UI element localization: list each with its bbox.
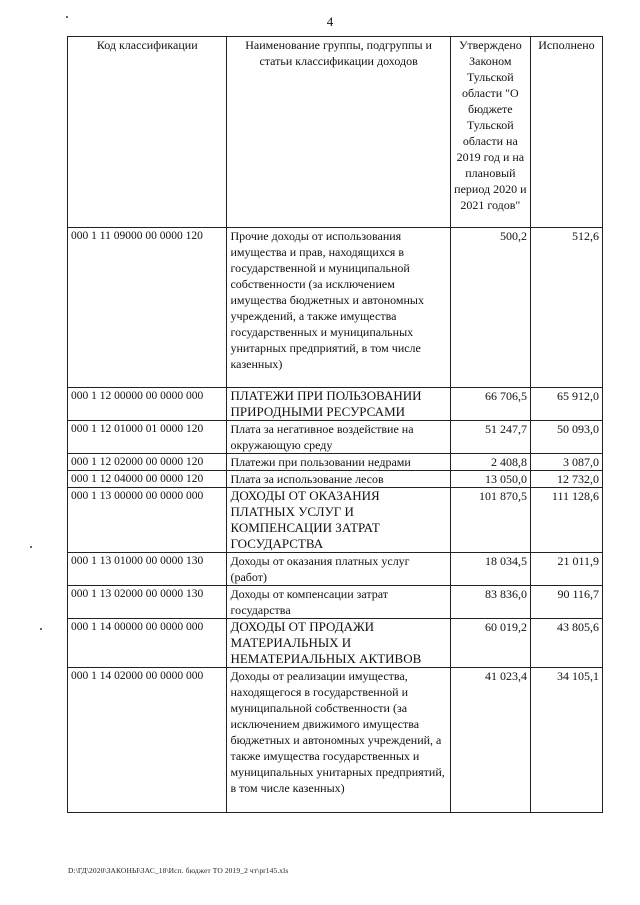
row-code: 000 1 12 00000 00 0000 000: [68, 388, 227, 421]
row-executed: 111 128,6: [530, 488, 602, 553]
row-code: 000 1 12 01000 01 0000 120: [68, 421, 227, 454]
row-executed: 21 011,9: [530, 553, 602, 586]
header-name: Наименование группы, подгруппы и статьи классификации доходов: [227, 37, 450, 228]
row-code: 000 1 13 01000 00 0000 130: [68, 553, 227, 586]
row-name: ДОХОДЫ ОТ ПРОДАЖИ МАТЕРИАЛЬНЫХ И НЕМАТЕРИАЛЬНЫХ АКТИВОВ: [227, 619, 450, 668]
row-code: 000 1 14 00000 00 0000 000: [68, 619, 227, 668]
row-name: ДОХОДЫ ОТ ОКАЗАНИЯ ПЛАТНЫХ УСЛУГ И КОМПЕНСАЦИИ ЗАТРАТ ГОСУДАРСТВА: [227, 488, 450, 553]
table-row: [68, 471, 603, 488]
row-approved: 83 836,0: [450, 586, 530, 619]
row-name: Плата за негативное воздействие на окружающую среду: [227, 421, 450, 454]
row-name: Доходы от компенсации затрат государства: [227, 586, 450, 619]
table-row: [68, 228, 603, 388]
header-executed: Исполнено: [530, 37, 602, 228]
row-approved: 51 247,7: [450, 421, 530, 454]
row-code: 000 1 14 02000 00 0000 000: [68, 668, 227, 813]
row-approved: 66 706,5: [450, 388, 530, 421]
row-executed: 90 116,7: [530, 586, 602, 619]
row-executed: 65 912,0: [530, 388, 602, 421]
scan-speck: [40, 628, 42, 630]
row-name: ПЛАТЕЖИ ПРИ ПОЛЬЗОВАНИИ ПРИРОДНЫМИ РЕСУРСАМИ: [227, 388, 450, 421]
row-approved: 41 023,4: [450, 668, 530, 813]
row-executed: 3 087,0: [530, 454, 602, 471]
row-name: Платежи при пользовании недрами: [227, 454, 450, 471]
table-row: [68, 619, 603, 668]
table-row: [68, 454, 603, 471]
row-executed: 43 805,6: [530, 619, 602, 668]
row-approved: 2 408,8: [450, 454, 530, 471]
scan-speck: [30, 546, 32, 548]
table-row: [68, 586, 603, 619]
row-executed: 12 732,0: [530, 471, 602, 488]
table-row: [68, 488, 603, 553]
table-row: [68, 553, 603, 586]
row-executed: 34 105,1: [530, 668, 602, 813]
row-name: Прочие доходы от использования имущества и прав, находящихся в государственной и муниципальной собственности (за исключением имущества бюджетных и автономных учреждений, а также имущества государственных и муниципальных унитарных предприятий, в том числе казенных): [227, 228, 450, 388]
row-code: 000 1 11 09000 00 0000 120: [68, 228, 227, 388]
row-approved: 13 050,0: [450, 471, 530, 488]
row-code: 000 1 13 00000 00 0000 000: [68, 488, 227, 553]
row-code: 000 1 13 02000 00 0000 130: [68, 586, 227, 619]
table-row: [68, 668, 603, 813]
table-row: [68, 421, 603, 454]
row-executed: 512,6: [530, 228, 602, 388]
row-name: Доходы от реализации имущества, находящегося в государственной и муниципальной собственности (за исключением движимого имущества бюджетных и автономных учреждений, а также имущества государственных и муниципальных унитарных предприятий, в том числе казенных): [227, 668, 450, 813]
row-approved: 101 870,5: [450, 488, 530, 553]
table-header-row: [68, 37, 603, 228]
row-approved: 18 034,5: [450, 553, 530, 586]
row-code: 000 1 12 04000 00 0000 120: [68, 471, 227, 488]
row-code: 000 1 12 02000 00 0000 120: [68, 454, 227, 471]
file-path-footer: D:\ГД\2020\ЗАКОНЫ\ЗАС_18\Исп. бюджет ТО 2019_2 чт\pr145.xls: [68, 866, 289, 875]
header-code: Код классификации: [68, 37, 227, 228]
header-approved: Утверждено Законом Тульской области "О бюджете Тульской области на 2019 год и на плановый период 2020 и 2021 годов": [450, 37, 530, 228]
row-approved: 500,2: [450, 228, 530, 388]
table-row: [68, 388, 603, 421]
revenue-table: [67, 36, 603, 813]
page-number: 4: [326, 14, 334, 29]
row-name: Плата за использование лесов: [227, 471, 450, 488]
row-executed: 50 093,0: [530, 421, 602, 454]
row-name: Доходы от оказания платных услуг (работ): [227, 553, 450, 586]
row-approved: 60 019,2: [450, 619, 530, 668]
